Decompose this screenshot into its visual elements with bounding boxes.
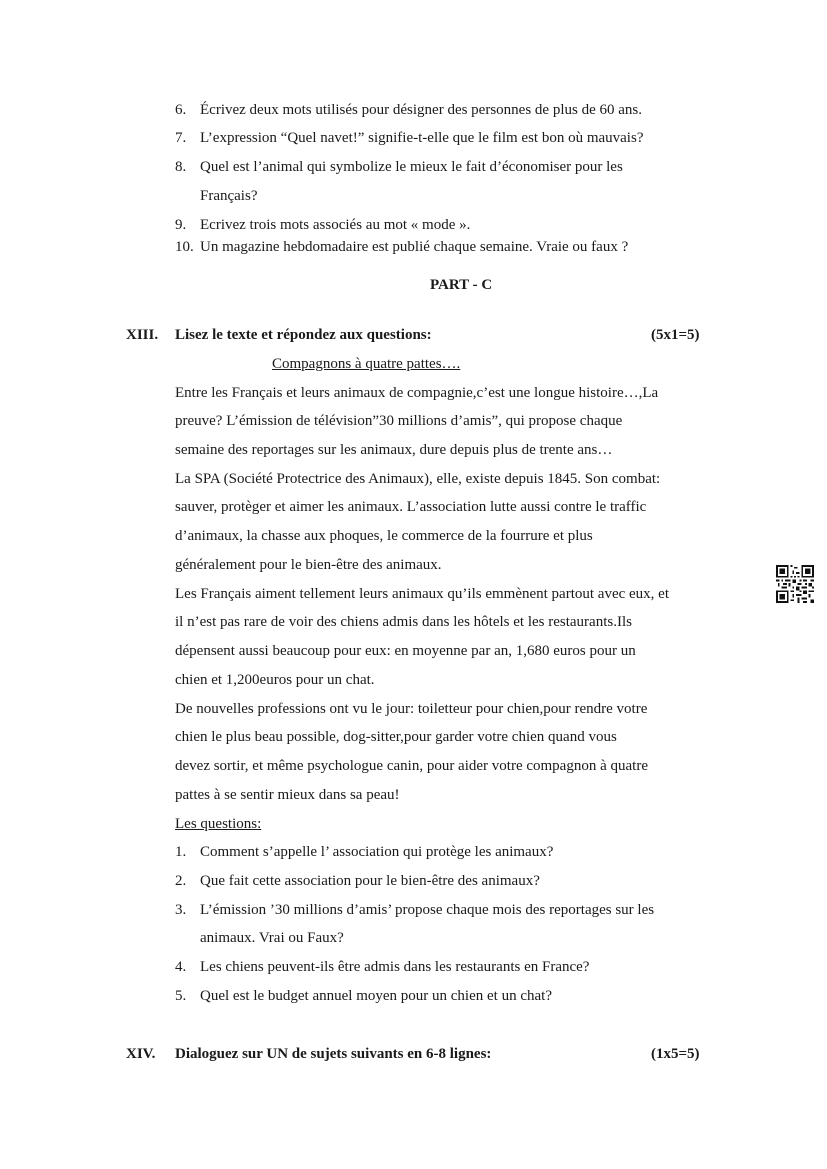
- question-text: L’expression “Quel navet!” signifie-t-elle que le film est bon où mauvais?: [200, 130, 644, 146]
- section-xiii-numeral: XIII.: [126, 327, 159, 343]
- passage-line: sauver, protèger et aimer les animaux. L’association lutte aussi contre le traffic: [175, 499, 647, 515]
- question-text: Quel est le budget annuel moyen pour un chien et un chat?: [200, 988, 552, 1004]
- question-text: Écrivez deux mots utilisés pour désigner des personnes de plus de 60 ans.: [200, 102, 642, 118]
- qr-code-icon: [776, 565, 814, 603]
- question-text: Un magazine hebdomadaire est publié chaque semaine. Vraie ou faux ?: [200, 239, 629, 255]
- passage-line: généralement pour le bien-être des animaux.: [175, 557, 442, 573]
- passage-line: dépensent aussi beaucoup pour eux: en moyenne par an, 1,680 euros pour un: [175, 643, 636, 659]
- passage-line: pattes à se sentir mieux dans sa peau!: [175, 787, 400, 803]
- question-text: Ecrivez trois mots associés au mot « mode ».: [200, 217, 471, 233]
- section-xiv-marks: (1x5=5): [651, 1046, 700, 1062]
- section-xiv-instruction: Dialoguez sur UN de sujets suivants en 6-8 lignes:: [175, 1046, 492, 1062]
- passage-title: Compagnons à quatre pattes….: [272, 356, 461, 372]
- question-number: 7.: [175, 130, 187, 146]
- question-text: L’émission ’30 millions d’amis’ propose chaque mois des reportages sur les: [200, 902, 655, 918]
- passage-line: chien et 1,200euros pour un chat.: [175, 672, 375, 688]
- questions-label: Les questions:: [175, 816, 262, 832]
- section-xiii-instruction: Lisez le texte et répondez aux questions:: [175, 327, 432, 343]
- passage-line: chien le plus beau possible, dog-sitter,pour garder votre chien quand vous: [175, 729, 617, 745]
- section-xiv-numeral: XIV.: [126, 1046, 156, 1062]
- question-number: 2.: [175, 873, 187, 889]
- question-text-continued: animaux. Vrai ou Faux?: [200, 930, 344, 946]
- section-xiii-marks: (5x1=5): [651, 327, 700, 343]
- question-text: Que fait cette association pour le bien-être des animaux?: [200, 873, 540, 889]
- passage-line: preuve? L’émission de télévision”30 millions d’amis”, qui propose chaque: [175, 413, 623, 429]
- passage-line: il n’est pas rare de voir des chiens admis dans les hôtels et les restaurants.Ils: [175, 614, 632, 630]
- question-number: 8.: [175, 159, 187, 175]
- question-number: 10.: [175, 239, 194, 255]
- part-c-heading: PART - C: [430, 277, 493, 293]
- passage-line: La SPA (Société Protectrice des Animaux), elle, existe depuis 1845. Son combat:: [175, 471, 661, 487]
- passage-line: De nouvelles professions ont vu le jour: toiletteur pour chien,pour rendre votre: [175, 701, 648, 717]
- question-number: 6.: [175, 102, 187, 118]
- question-text: Les chiens peuvent-ils être admis dans les restaurants en France?: [200, 959, 590, 975]
- passage-line: Entre les Français et leurs animaux de compagnie,c’est une longue histoire…,La: [175, 385, 659, 401]
- passage-line: d’animaux, la chasse aux phoques, le commerce de la fourrure et plus: [175, 528, 593, 544]
- question-text-continued: Français?: [200, 188, 258, 204]
- question-number: 5.: [175, 988, 187, 1004]
- passage-line: semaine des reportages sur les animaux, dure depuis plus de trente ans…: [175, 442, 613, 458]
- question-number: 1.: [175, 844, 187, 860]
- question-number: 3.: [175, 902, 187, 918]
- question-number: 9.: [175, 217, 187, 233]
- question-text: Quel est l’animal qui symbolize le mieux le fait d’économiser pour les: [200, 159, 623, 175]
- passage-line: Les Français aiment tellement leurs animaux qu’ils emmènent partout avec eux, et: [175, 586, 669, 602]
- passage-line: devez sortir, et même psychologue canin, pour aider votre compagnon à quatre: [175, 758, 648, 774]
- question-number: 4.: [175, 959, 187, 975]
- question-text: Comment s’appelle l’ association qui protège les animaux?: [200, 844, 554, 860]
